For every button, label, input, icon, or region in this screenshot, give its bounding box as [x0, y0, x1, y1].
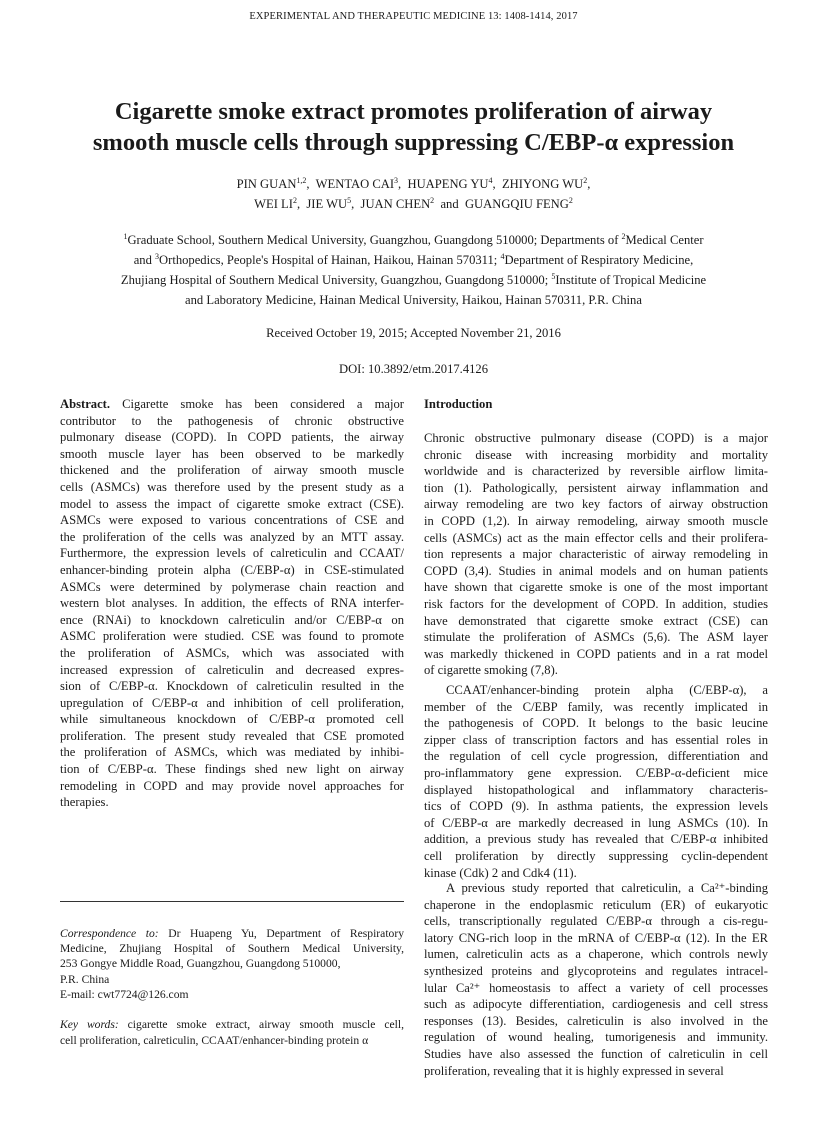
text-line — [60, 396, 404, 413]
affiliation-text: and — [133, 253, 156, 267]
author-name: JIE WU — [306, 197, 348, 211]
author-separator: , — [306, 177, 316, 191]
text-line — [424, 980, 768, 997]
line-text: risk factors for the development of COPD. In addition, studies — [424, 596, 768, 611]
affiliation-mark: 2 — [292, 196, 297, 205]
text-line — [60, 1017, 404, 1033]
text-line — [60, 612, 404, 629]
line-text: smooth muscle layer has been observed to be markedly — [60, 446, 404, 461]
affiliation-mark: 4 — [500, 252, 505, 261]
affiliation-mark: 5 — [347, 196, 352, 205]
text-line — [424, 1063, 768, 1080]
affiliation-text: Medical Center — [625, 233, 704, 247]
line-text: the pathogenesis of COPD. It belongs to the basic leucine — [424, 716, 768, 731]
line-text: cells (ASMCs) was therefore used by the present study as a — [60, 479, 404, 494]
affiliation-text: Graduate School, Southern Medical University, Guangzhou, Guangdong 510000; Departments of — [127, 233, 622, 247]
text-line — [60, 662, 404, 679]
line-text: 253 Gongye Middle Road, Guangzhou, Guangdong 510000, — [60, 957, 341, 971]
text-line — [60, 744, 404, 761]
text-line — [424, 699, 768, 716]
affiliation-text: Orthopedics, People's Hospital of Hainan, Haikou, Hainan 570311; — [159, 253, 501, 267]
line-text: proliferation, revealing that it is highly expressed in several — [424, 1063, 724, 1078]
affiliation-line — [0, 290, 827, 310]
affiliation-line — [0, 270, 827, 290]
line-text: sion of C/EBP-α. Knockdown of calreticulin resulted in the — [60, 679, 404, 694]
text-line — [424, 596, 768, 613]
text-line — [60, 778, 404, 795]
author-separator: , — [296, 197, 307, 211]
text-line — [424, 996, 768, 1013]
keywords-label: Key words: — [60, 1018, 119, 1031]
line-text: remodeling in COPD and may provide novel approaches for — [60, 778, 404, 793]
text-line — [60, 595, 404, 612]
line-text: upregulation of C/EBP-α and inhibition of cell proliferation, — [60, 695, 404, 710]
author — [306, 197, 360, 211]
text-line — [424, 530, 768, 547]
line-text: chaperone in the endoplasmic reticulum (ER) of eukaryotic — [424, 897, 768, 912]
line-text: E-mail: cwt7724@126.com — [60, 987, 189, 1001]
affiliation-text: Zhujiang Hospital of Southern Medical University, Guangzhou, Guangdong 510000; — [120, 273, 552, 287]
affiliation-text: Institute of Tropical Medicine — [555, 273, 707, 287]
affiliation-text: Department of Respiratory Medicine, — [504, 253, 694, 267]
text-line — [424, 798, 768, 815]
text-line — [424, 579, 768, 596]
author — [316, 177, 408, 191]
line-text: have demonstrated that cigarette smoke extract (CSE) can — [424, 613, 768, 628]
line-text: stimulate the proliferation of ASMCs (5,6). The ASM layer — [424, 630, 768, 645]
line-text: latory CNG-rich loop in the mRNA of C/EBP-α (12). In the ER — [424, 930, 768, 945]
text-line — [424, 463, 768, 480]
affiliation-mark: 2 — [583, 176, 588, 185]
line-text: was markedly thickened in COPD patients and in a rat model — [424, 646, 768, 661]
affiliation-mark: 1 — [123, 232, 128, 241]
affiliation-mark: 4 — [488, 176, 493, 185]
line-text: responses (13). Besides, calreticulin is also involved in the — [424, 1013, 768, 1028]
text-line — [424, 629, 768, 646]
line-text: Dr Huapeng Yu, Department of Respiratory — [158, 927, 404, 940]
text-line — [424, 765, 768, 782]
line-text: the proliferation of ASMCs, which was mediated by inhibi- — [60, 745, 404, 760]
affiliations — [0, 230, 827, 310]
author-separator: , — [492, 177, 502, 191]
doi: DOI: 10.3892/etm.2017.4126 — [338, 362, 489, 376]
keywords — [60, 1017, 404, 1049]
text-line — [424, 646, 768, 663]
line-text: Studies have also assessed the function of calreticulin in cell — [424, 1046, 768, 1061]
text-line — [424, 782, 768, 799]
text-line — [424, 880, 768, 897]
line-text: while simultaneous knockdown of C/EBP-α promoted cell — [60, 712, 404, 727]
line-text: synthesized proteins and glycoproteins and regulates intracel- — [424, 963, 768, 978]
line-text: the proliferation of ASMCs, which was associated with — [60, 645, 404, 660]
text-line — [60, 926, 404, 941]
line-text: displayed histopathological and inflammatory characteris- — [424, 782, 768, 797]
text-line — [424, 963, 768, 980]
text-line — [424, 930, 768, 947]
footnote-divider — [60, 901, 404, 902]
text-line — [424, 865, 768, 882]
affiliation-mark: 1,2 — [296, 176, 307, 185]
author-separator: and — [434, 197, 465, 211]
text-line — [60, 678, 404, 695]
text-line — [424, 682, 768, 699]
text-line — [60, 972, 404, 987]
text-line — [424, 732, 768, 749]
author-name: WEI LI — [254, 197, 293, 211]
line-text: cigarette smoke extract, airway smooth muscle cell, — [118, 1018, 404, 1031]
affiliation-mark: 2 — [568, 196, 573, 205]
text-line — [60, 462, 404, 479]
affiliation-line — [0, 230, 827, 250]
line-text: A previous study reported that calreticulin, a Ca²⁺-binding — [446, 881, 768, 895]
correspondence-label: Correspondence to: — [60, 927, 159, 940]
line-text: cells (ASMCs) act as the main effector cells and their prolifera- — [424, 530, 768, 545]
author-separator: , — [398, 177, 408, 191]
line-text: ASMC proliferation were studied. CSE was found to promote — [60, 629, 404, 644]
text-line — [60, 628, 404, 645]
author-name: GUANGQIU FENG — [464, 197, 569, 211]
author — [407, 177, 502, 191]
text-line — [424, 946, 768, 963]
text-line — [60, 562, 404, 579]
text-line — [424, 748, 768, 765]
title-line: Cigarette smoke extract promotes proliferation of airway — [114, 98, 713, 125]
line-text: Chronic obstructive pulmonary disease (COPD) is a major — [424, 431, 768, 445]
text-line — [60, 794, 404, 811]
intro-paragraph — [424, 880, 768, 1079]
abstract-label: Abstract. — [60, 397, 111, 411]
line-text: zipper class of transcription factors and has essential roles in — [424, 732, 768, 747]
line-text: therapies. — [60, 795, 109, 810]
text-line — [60, 429, 404, 446]
line-text: ASMCs were determined by polymerase chain reaction and — [60, 579, 404, 594]
line-text: P.R. China — [60, 972, 110, 986]
author-separator: , — [351, 197, 361, 211]
line-text: western blot analyses. In addition, the effects of RNA interfer- — [60, 596, 404, 611]
author-name: HUAPENG YU — [407, 177, 489, 191]
line-text: CCAAT/enhancer-binding protein alpha (C/EBP-α), a — [446, 683, 768, 697]
line-text: COPD (3,4). Studies in animal models and on human patients — [424, 563, 768, 578]
author — [361, 197, 465, 211]
text-line — [424, 546, 768, 563]
text-line — [424, 447, 768, 464]
author-name: WENTAO CAI — [315, 177, 395, 191]
text-line — [60, 496, 404, 513]
text-line — [60, 761, 404, 778]
text-line — [424, 831, 768, 848]
line-text: tion (1). Pathologically, persistent airway inflammation and — [424, 480, 768, 495]
text-line — [60, 529, 404, 546]
text-line — [424, 815, 768, 832]
affiliation-mark: 3 — [394, 176, 399, 185]
author-name: JUAN CHEN — [360, 197, 431, 211]
line-text: ence (RNAi) to knockdown calreticulin and/or C/EBP-α on — [60, 612, 404, 627]
line-text: have shown that cigarette smoke is one of the most important — [424, 580, 768, 595]
line-text: Furthermore, the expression levels of calreticulin and CCAAT/ — [60, 546, 404, 561]
line-text: in COPD (1,2). In airway remodeling, airway smooth muscle — [424, 513, 768, 528]
text-line — [60, 941, 404, 956]
line-text: such as adipocyte differentiation, cardiogenesis and cell stress — [424, 997, 768, 1012]
received-dates: Received October 19, 2015; Accepted November 21, 2016 — [266, 326, 561, 340]
line-text: addition, a previous study has revealed that C/EBP-α inhibited — [424, 832, 768, 847]
abstract — [60, 396, 404, 811]
author-name: ZHIYONG WU — [501, 177, 584, 191]
line-text: model to assess the impact of cigarette smoke extract (CSE). — [60, 496, 404, 511]
line-text: enhancer-binding protein alpha (C/EBP-α) in CSE-stimulated — [60, 562, 404, 577]
text-line — [60, 956, 404, 971]
paper-title — [0, 96, 827, 158]
line-text: Medicine, Zhujiang Hospital of Southern Medical University, — [60, 942, 404, 956]
line-text: airway remodeling are two key factors of airway obstruction — [424, 497, 768, 512]
text-line — [424, 913, 768, 930]
affiliation-mark: 5 — [551, 272, 556, 281]
text-line — [424, 563, 768, 580]
author-list — [0, 174, 827, 214]
text-line — [60, 645, 404, 662]
line-text: proliferation. The present study revealed that CSE promoted — [60, 728, 404, 743]
text-line — [424, 897, 768, 914]
line-text: contributor to the pathogenesis of chronic obstructive — [60, 413, 404, 428]
author-name: PIN GUAN — [236, 177, 297, 191]
text-line — [60, 711, 404, 728]
text-line — [424, 480, 768, 497]
intro-paragraph — [424, 682, 768, 881]
text-line — [60, 728, 404, 745]
line-text: pro-inflammatory gene expression. C/EBP-α-deficient mice — [424, 765, 768, 780]
text-line — [60, 987, 404, 1002]
line-text: chronic disease with increasing morbidity and mortality — [424, 447, 768, 462]
line-text: cell proliferation by directly suppressing cyclin-dependent — [424, 848, 768, 863]
intro-paragraph — [424, 430, 768, 679]
affiliation-text: and Laboratory Medicine, Hainan Medical University, Haikou, Hainan 570311, P.R. China — [185, 293, 642, 307]
text-line — [60, 545, 404, 562]
author-line — [0, 194, 827, 214]
line-text: tics of COPD (9). In asthma patients, the expression levels — [424, 799, 768, 814]
line-text: the regulation of cell cycle progression, differentiation and — [424, 749, 768, 764]
text-line — [424, 662, 768, 679]
line-text: kinase (Cdk) 2 and Cdk4 (11). — [424, 865, 577, 880]
author-line — [0, 174, 827, 194]
line-text: member of the C/EBP family, was recently implicated in — [424, 699, 768, 714]
text-line — [424, 1029, 768, 1046]
text-line — [424, 496, 768, 513]
section-heading-introduction: Introduction — [424, 397, 493, 411]
line-text: the proliferation of the cells was analyzed by an MTT assay. — [60, 529, 404, 544]
running-head: EXPERIMENTAL AND THERAPEUTIC MEDICINE 13: 1408-1414, 2017 — [249, 11, 578, 22]
text-line — [424, 715, 768, 732]
text-line — [60, 479, 404, 496]
line-text: ASMCs were exposed to various concentrations of CSE and — [60, 513, 404, 528]
author-separator: , — [587, 177, 591, 191]
line-text: cell proliferation, calreticulin, CCAAT/enhancer-binding protein α — [60, 1034, 369, 1047]
line-text: of cigarette smoking (7,8). — [424, 663, 558, 678]
affiliation-line — [0, 250, 827, 270]
text-line — [424, 1046, 768, 1063]
line-text: of C/EBP-α are markedly decreased in lung ASMCs (10). In — [424, 815, 768, 830]
line-text: cells, transcriptionally regulated C/EBP-α through a cis-regu- — [424, 914, 768, 929]
text-line — [424, 430, 768, 447]
line-text: increased expression of calreticulin and decreased expres- — [60, 662, 404, 677]
text-line — [60, 1033, 404, 1049]
line-text: thickened and the proliferation of airway smooth muscle — [60, 463, 404, 478]
text-line — [424, 1013, 768, 1030]
text-line — [60, 695, 404, 712]
line-text: regulation of wound healing, tumorigenesis and immunity. — [424, 1030, 768, 1045]
text-line — [60, 413, 404, 430]
correspondence — [60, 926, 404, 1002]
line-text: Cigarette smoke has been considered a major — [110, 397, 404, 411]
affiliation-mark: 2 — [621, 232, 626, 241]
text-line — [424, 848, 768, 865]
affiliation-mark: 2 — [430, 196, 435, 205]
author — [465, 197, 573, 211]
line-text: worldwide and is characterized by reversible airflow limita- — [424, 464, 768, 479]
line-text: lular Ca²⁺ homeostasis to affect a variety of cell processes — [424, 980, 768, 995]
author — [237, 177, 316, 191]
author — [502, 177, 590, 191]
line-text: lumen, calreticulin acts as a chaperone, which controls newly — [424, 947, 768, 962]
affiliation-mark: 3 — [155, 252, 160, 261]
text-line — [424, 613, 768, 630]
text-line — [60, 579, 404, 596]
text-line — [60, 512, 404, 529]
title-line: smooth muscle cells through suppressing C/EBP-α expression — [92, 129, 735, 156]
text-line — [424, 513, 768, 530]
line-text: tion represents a major characteristic of airway remodeling in — [424, 547, 768, 562]
author — [254, 197, 306, 211]
line-text: pulmonary disease (COPD). In COPD patients, the airway — [60, 430, 404, 445]
text-line — [60, 446, 404, 463]
line-text: tion of C/EBP-α. These findings shed new light on airway — [60, 762, 404, 777]
